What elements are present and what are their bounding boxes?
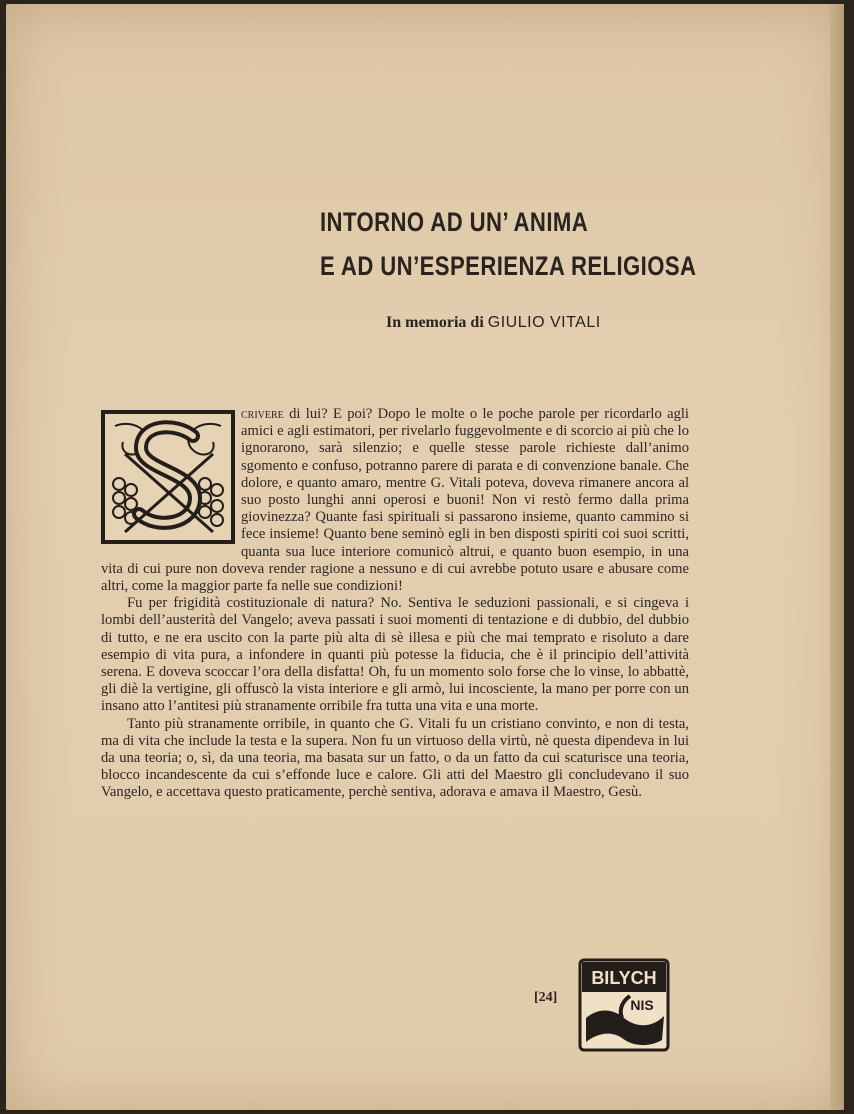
bilychnis-lamp-icon [578,958,670,1052]
paragraph-1-text: di lui? E poi? Dopo le molte o le poche parole per ricordarlo agli amici e agli estimatori, per rivelarlo fuggevolmente e di scorcio ai più che lo ignorarono, sarà silenzio; e quelle stesse parole richieste dall’animo sgomento e confuso, potranno parere di parata e di convenzione banale. Che dolore, e quanto amaro, mentre G. Vitali poteva, doveva rimanere ancora al suo posto lunghi anni operosi e buoni! Non vi restò fermo dalla prima giovinezza? Quante fasi spirituali si passarono insieme, quanto cammino si fece insieme! Quanto bene seminò egli in ben disposti spiriti coi suoi scritti, quanta sua luce interiore comunicò altrui, e quanto buon esempio, in una vita di cui pure non doveva render ragione a nessuno e di cui avrebbe potuto usare e abusare come altri, come la maggior parte fa nelle sue condizioni! [101,406,689,595]
paragraph-2: Fu per frigidità costituzionale di natura? No. Sentiva le seduzioni passionali, e si cingeva i lombi dell’austerità del Vangelo; aveva passati i suoi momenti di tentazione e di dubbio, del dubbio di tutto, e ne era uscito con la parte più alta di sè illesa e più che mai temprato e risoluto a dare esempio di vita pura, a infondere in quanti più potesse la fiducia, che è il principio dell’attività serena. E doveva scoccar l’ora della disfatta! Oh, fu un momento solo forse che lo vinse, lo abbattè, gli diè la vertigine, gli offuscò la vista interiore e gli armò, lui incosciente, la mano per porre con un insano atto l’antitesi più stranamente orribile fra tutta una vita e una morte. [101,595,689,715]
paragraph-1-lead: crivere [241,406,284,422]
page-number: [24] [534,990,558,1005]
svg-text:BILYCH: BILYCH [591,968,657,988]
page-edge [830,4,844,1110]
dedication [386,314,601,332]
svg-text:NIS: NIS [630,997,654,1013]
title-line-2: E AD UN’ESPERIENZA RELIGIOSA [320,251,697,281]
article-title [320,200,697,288]
ornament-s-icon [105,414,231,540]
decorated-initial-s [101,410,235,544]
dedication-name: GIULIO VITALI [487,314,601,331]
article-body [101,406,689,802]
title-line-1: INTORNO AD UN’ ANIMA [320,207,589,237]
dedication-prefix: In memoria di [386,314,484,331]
publisher-emblem [578,958,670,1057]
paragraph-3: Tanto più stranamente orribile, in quanto che G. Vitali fu un cristiano convinto, e non di testa, ma di vita che include la testa e la supera. Non fu un virtuoso della virtù, nè questa dipendeva in lui da una teoria; o, sì, da una teoria, ma basata sur un fatto, o da un fatto da cui scaturisce una teoria, blocco incandescente da cui s’effonde luce e calore. Gli atti del Maestro gli concludevano il suo Vangelo, e accettava questo praticamente, perchè sentiva, adorava e amava il Maestro, Gesù. [101,715,689,801]
